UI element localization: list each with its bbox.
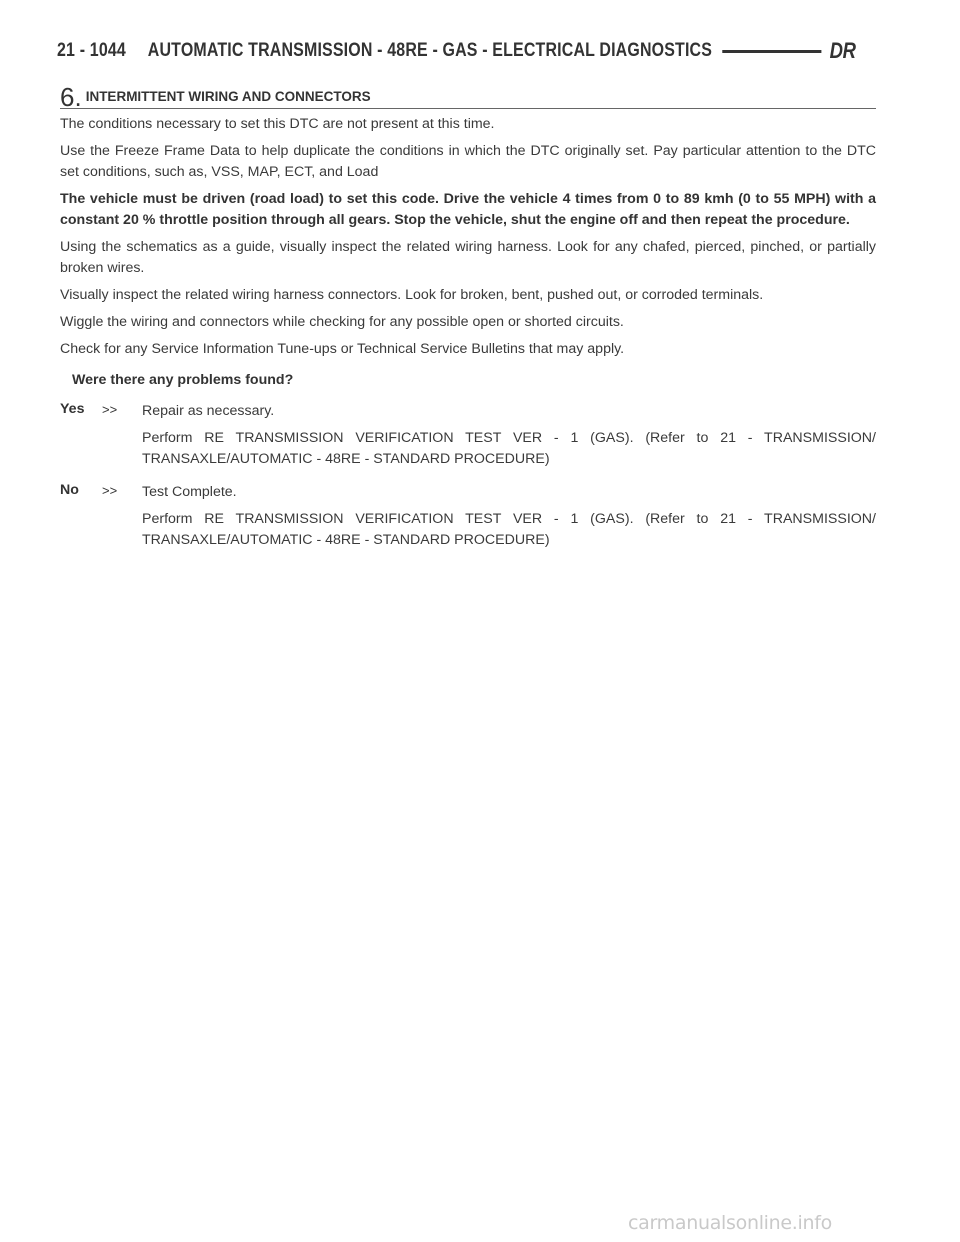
diagnostic-question: Were there any problems found? [72, 372, 294, 388]
section-title: INTERMITTENT WIRING AND CONNECTORS [85, 89, 371, 104]
answer-no-body [142, 480, 876, 557]
header-title: AUTOMATIC TRANSMISSION - 48RE - GAS - ELECTRICAL DIAGNOSTICS [147, 40, 713, 61]
answer-no-verification: Perform RE TRANSMISSION VERIFICATION TEST VER - 1 (GAS). (Refer to 21 - TRANSMISSION/ TRANSAXLE/AUTOMATIC - 48RE - STANDARD PROCEDURE) [142, 511, 876, 548]
paragraph-drive-instructions: The vehicle must be driven (road load) to set this code. Drive the vehicle 4 times from 0 to 89 kmh (0 to 55 MPH) with a constant 20 % throttle position through all gears. Stop the vehicle, shut the engine off and then repeat the procedure. [60, 191, 876, 228]
paragraph-freeze-frame: Use the Freeze Frame Data to help duplicate the conditions in which the DTC originally set. Pay particular attention to the DTC set conditions, such as, VSS, MAP, ECT, and Load [60, 143, 876, 180]
brand-logo: DR [829, 38, 856, 63]
paragraph-conditions: The conditions necessary to set this DTC are not present at this time. [60, 116, 495, 132]
paragraph-inspect-harness: Using the schematics as a guide, visually inspect the related wiring harness. Look for any chafed, pierced, pinched, or partially broken wires. [60, 239, 876, 276]
header-rule [722, 50, 821, 53]
answer-no [60, 480, 876, 557]
paragraph-service-bulletins: Check for any Service Information Tune-ups or Technical Service Bulletins that may apply. [60, 341, 625, 357]
paragraph-wiggle-test: Wiggle the wiring and connectors while checking for any possible open or shorted circuits. [60, 314, 624, 330]
page-number: 21 - 1044 [57, 40, 126, 61]
answer-yes-action: Repair as necessary. [142, 403, 275, 419]
page-header [57, 36, 877, 66]
section-number: 6. [60, 82, 82, 112]
watermark: carmanualsonline.info [628, 1212, 832, 1234]
answer-yes [60, 399, 876, 476]
answer-no-arrow: >> [102, 483, 118, 498]
answer-no-label: No [60, 482, 79, 498]
answer-no-action: Test Complete. [142, 484, 237, 500]
section-heading [60, 80, 876, 112]
paragraph-inspect-connectors: Visually inspect the related wiring harness connectors. Look for broken, bent, pushed out, or corroded terminals. [60, 287, 764, 303]
answer-yes-verification: Perform RE TRANSMISSION VERIFICATION TEST VER - 1 (GAS). (Refer to 21 - TRANSMISSION/ TRANSAXLE/AUTOMATIC - 48RE - STANDARD PROCEDURE) [142, 430, 876, 467]
answer-yes-body [142, 399, 876, 476]
document-body [60, 114, 876, 557]
answer-yes-arrow: >> [102, 402, 118, 417]
answer-yes-label: Yes [60, 401, 85, 417]
